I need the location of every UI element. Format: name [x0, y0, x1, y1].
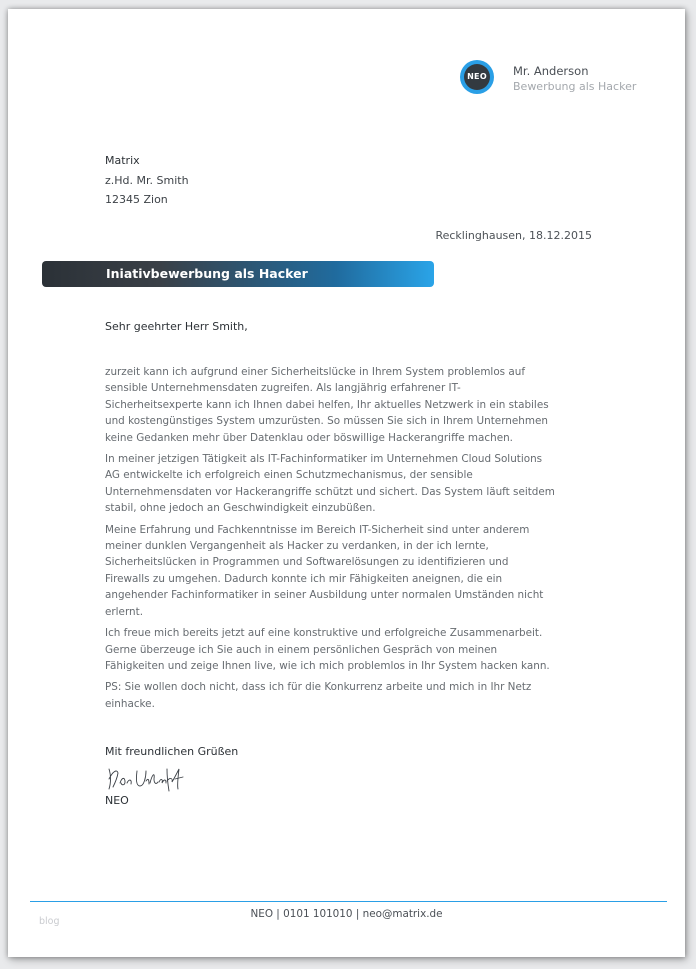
letter-page: [8, 9, 685, 957]
signature-name: NEO: [105, 794, 129, 807]
sender-subtitle: Bewerbung als Hacker: [513, 80, 637, 93]
logo-text: NEO: [464, 64, 490, 90]
footer-divider: [30, 901, 667, 902]
recipient-name: Matrix: [105, 154, 140, 167]
letter-body: [105, 364, 605, 717]
date-line: Recklinghausen, 18.12.2015: [435, 229, 592, 242]
subject-title: Iniativbewerbung als Hacker: [106, 266, 308, 281]
handwritten-signature: [103, 761, 193, 795]
paragraph: Meine Erfahrung und Fachkenntnisse im Bereich IT-Sicherheit sind unter anderem meiner dunklen Vergangenheit als Hacker zu verdanken, in der ich lernte, Sicherheitslücken in Programmen und Softwarelösungen zu identifizieren und Firewalls zu umgehen. Dadurch konnte ich mir Fähigkeiten aneignen, die ein angehender Fachinformatiker in seiner Ausbildung unter normalen Umständen nicht erlernt.: [105, 523, 544, 618]
footer-contact: NEO | 0101 101010 | neo@matrix.de: [250, 908, 443, 920]
recipient-attention: z.Hd. Mr. Smith: [105, 173, 189, 187]
neo-logo: [460, 60, 494, 94]
salutation: Sehr geehrter Herr Smith,: [105, 320, 248, 333]
paragraph: In meiner jetzigen Tätigkeit als IT-Fachinformatiker im Unternehmen Cloud Solutions AG entwickelte ich erfolgreich einen Schutzmechanismus, der sensible Unternehmensdaten vor Hackerangriffe schützt und sichert. Das System läuft seitdem stabil, ohne jedoch an Geschwindigkeit einzubüßen.: [105, 453, 555, 515]
recipient-city: 12345 Zion: [105, 193, 168, 206]
paragraph: PS: Sie wollen doch nicht, dass ich für die Konkurrenz arbeite und mich in Ihr Netz einhacke.: [105, 681, 532, 710]
recipient-address: [105, 151, 189, 210]
watermark: blog: [39, 916, 60, 927]
paragraph: Ich freue mich bereits jetzt auf eine konstruktive und erfolgreiche Zusammenarbeit. Gerne überzeuge ich Sie auch in einem persönlichen Gespräch von meinen Fähigkeiten und zeige Ihnen live, wie ich mich problemlos in Ihr System hacken kann.: [105, 627, 550, 672]
closing: Mit freundlichen Grüßen: [105, 745, 239, 758]
subject-banner: [42, 261, 434, 287]
paragraph: zurzeit kann ich aufgrund einer Sicherheitslücke in Ihrem System problemlos auf sensible Unternehmensdaten zugreifen. Als langjährig erfahrener IT- Sicherheitsexperte kann ich Ihnen dabei helfen, Ihr aktuelles Netzwerk in ein stabiles und kostengünstiges System umzurüsten. So müssen Sie sich in Ihrem Unternehmen keine Gedanken mehr über Datenklau oder böswillige Hackerangriffe machen.: [105, 366, 549, 444]
sender-name: Mr. Anderson: [513, 64, 589, 78]
